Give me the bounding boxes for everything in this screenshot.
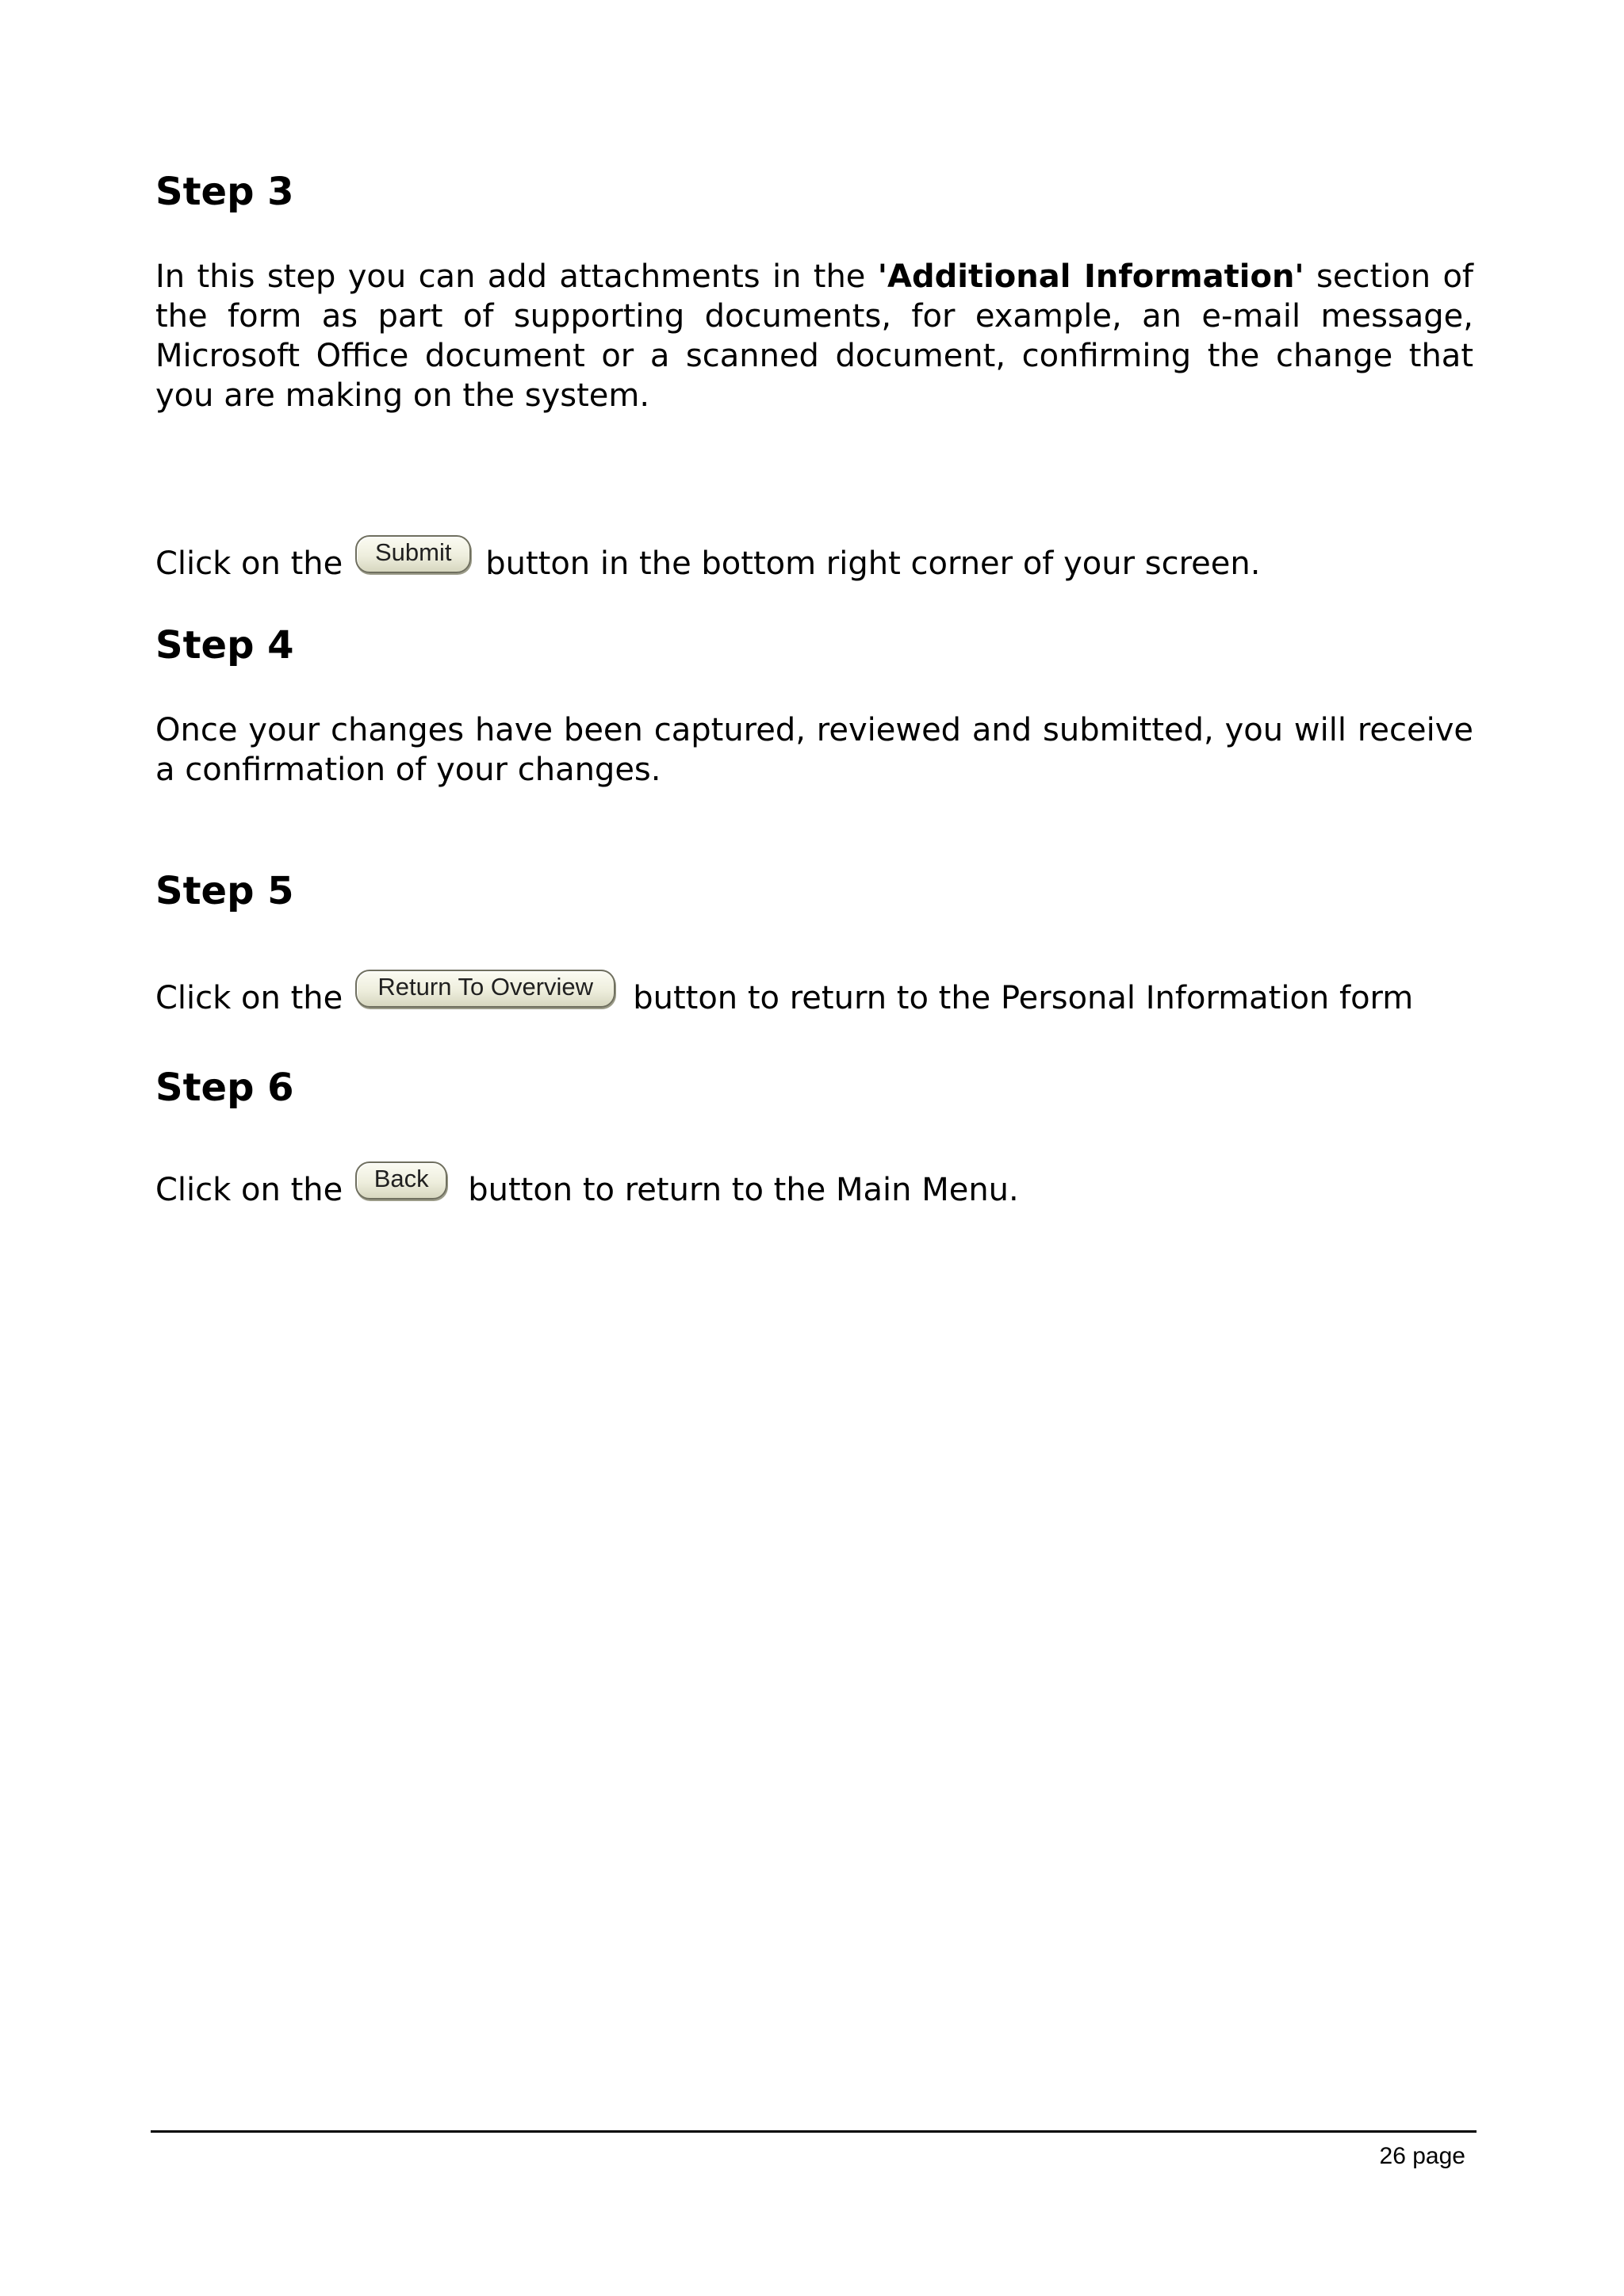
step5-click-suffix: button to return to the Personal Information form xyxy=(633,980,1414,1016)
back-button[interactable]: Back xyxy=(355,1161,447,1200)
step3-instruction xyxy=(155,538,1261,584)
step5-click-prefix: Click on the xyxy=(155,980,343,1016)
step3-heading: Step 3 xyxy=(155,170,294,214)
step4-heading: Step 4 xyxy=(155,623,294,668)
return-to-overview-button[interactable]: Return To Overview xyxy=(355,970,615,1008)
step5-instruction xyxy=(155,973,1414,1018)
step6-heading: Step 6 xyxy=(155,1066,294,1110)
footer-divider xyxy=(151,2130,1477,2133)
step4-paragraph: Once your changes have been captured, reviewed and submitted, you will receive a confirmation of your changes. xyxy=(155,712,1473,788)
step3-paragraph xyxy=(155,257,1473,415)
step3-click-suffix: button in the bottom right corner of your screen. xyxy=(485,545,1261,582)
step3-click-prefix: Click on the xyxy=(155,545,343,582)
step3-text-after: section of the form as part of supporting documents, for example, an e-mail message, Microsoft Office document or a scanned document, confirming the change that you are making on the system. xyxy=(155,258,1474,414)
step3-text-before: In this step you can add attachments in the xyxy=(155,258,878,295)
step5-heading: Step 5 xyxy=(155,869,294,913)
step6-click-prefix: Click on the xyxy=(155,1172,343,1208)
step6-instruction xyxy=(155,1165,1019,1210)
submit-button[interactable]: Submit xyxy=(355,535,471,573)
page-number: 26 page xyxy=(1379,2143,1465,2169)
step6-click-suffix: button to return to the Main Menu. xyxy=(468,1172,1019,1208)
step3-text-bold: 'Additional Information' xyxy=(877,258,1304,295)
